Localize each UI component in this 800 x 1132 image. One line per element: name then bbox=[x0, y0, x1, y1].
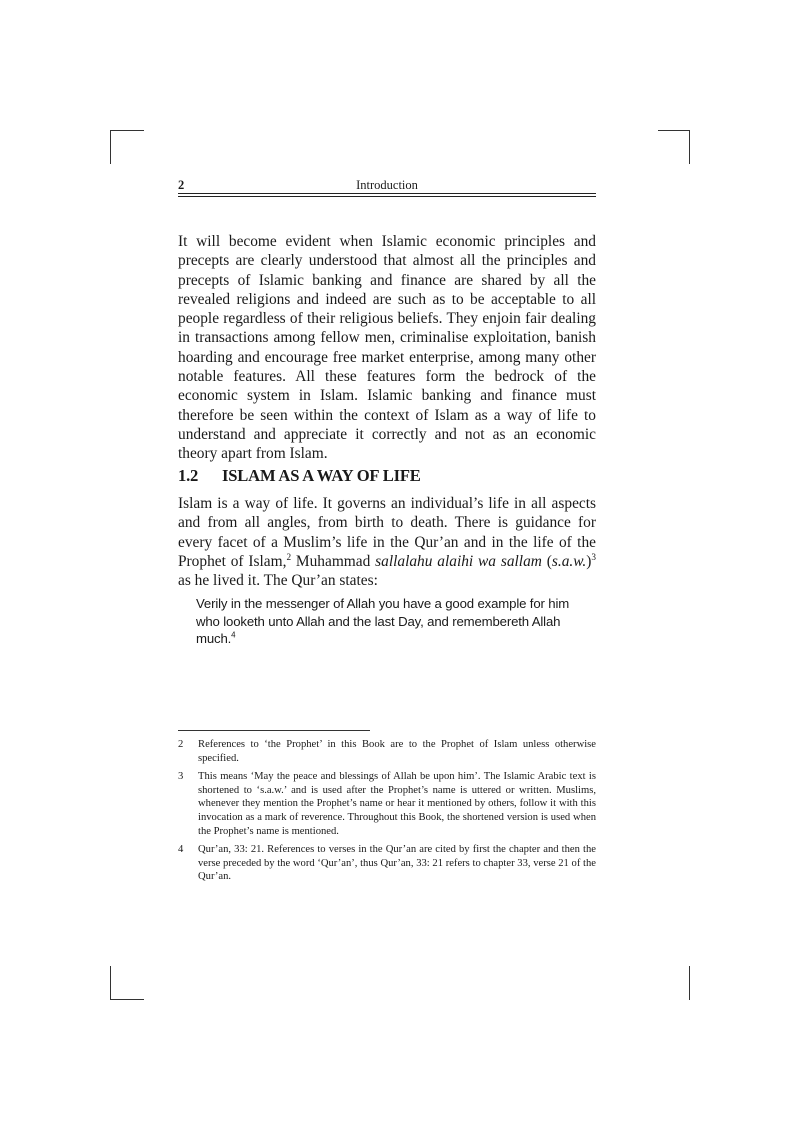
crop-mark-top-right-v bbox=[689, 130, 690, 164]
paragraph-text: ( bbox=[541, 552, 552, 570]
footnote-separator bbox=[178, 730, 370, 731]
paragraph-text: Muhammad bbox=[291, 552, 376, 570]
running-header bbox=[178, 176, 596, 194]
footnote bbox=[178, 770, 596, 838]
paragraph-text: It will become evident when Islamic economic principles and precepts are clearly understood that almost all the principles and precepts of Islamic banking and finance are shared by all the revealed religions and indeed are such as to be acceptable to all people regardless of their religious beliefs. They enjoin fair dealing in transactions among fellow men, criminalise exploitation, banish hoarding and encourage free market enterprise, among many other notable features. All these features form the bedrock of the economic system in Islam. Islamic banking and finance must therefore be seen within the context of Islam as a way of life to understand and appreciate it correctly and not as an economic theory apart from Islam. bbox=[178, 233, 596, 463]
page-number: 2 bbox=[178, 178, 185, 192]
footnote-number: 3 bbox=[178, 771, 184, 783]
crop-mark-top-left-v bbox=[110, 130, 111, 164]
footnote-ref[interactable]: 3 bbox=[591, 551, 597, 562]
header-rule-bottom bbox=[178, 196, 596, 197]
paragraph-text: as he lived it. The Qur’an states: bbox=[178, 572, 378, 590]
footnote-number: 2 bbox=[178, 739, 184, 750]
footnote bbox=[178, 843, 596, 884]
section-title: ISLAM AS A WAY OF LIFE bbox=[222, 466, 421, 485]
running-title: Introduction bbox=[356, 178, 418, 192]
footnote-text: References to ‘the Prophet’ in this Book are to the Prophet of Islam unless otherwise specified. bbox=[198, 739, 596, 764]
footnote-number: 4 bbox=[178, 844, 184, 856]
footnotes bbox=[178, 738, 596, 889]
footnote-ref[interactable]: 4 bbox=[231, 630, 236, 640]
paragraph-text: ) bbox=[586, 552, 592, 570]
paragraph-text: Islam is a way of life. It governs an individual’s life in all aspects and from all angles, from birth to death. There is guidance for every facet of a Muslim’s life in the Qur’an and in the life of the Prophet of Islam, bbox=[178, 495, 596, 570]
block-quote bbox=[196, 595, 596, 648]
footnote-text: This means ‘May the peace and blessings of Allah be upon him’. The Islamic Arabic text is shortened to ‘s.a.w.’ and is used after the Prophet’s name is uttered or written. Muslims, whenever they mention the Prophet’s name or hear it mentioned by others, follow it with this invocation as a mark of reverence. Throughout this Book, the shortened version is used when the Prophet’s name is mentioned. bbox=[198, 771, 596, 837]
crop-mark-bottom-right-v bbox=[689, 966, 690, 1000]
italic-phrase: sallalahu alaihi wa sallam bbox=[375, 552, 542, 570]
body-paragraph-2 bbox=[178, 494, 596, 590]
section-heading bbox=[178, 466, 596, 486]
footnote-text: Qur’an, 33: 21. References to verses in the Qur’an are cited by first the chapter and then the verse preceded by the word ‘Qur’an’, thus Qur’an, 33: 21 refers to chapter 33, verse 21 of the Qur’an. bbox=[198, 844, 596, 883]
italic-abbrev: s.a.w. bbox=[551, 552, 587, 570]
section-number: 1.2 bbox=[178, 466, 199, 485]
body-paragraph-1 bbox=[178, 232, 596, 464]
header-rule-top bbox=[178, 193, 596, 194]
crop-mark-bottom-left-v bbox=[110, 966, 111, 1000]
footnote bbox=[178, 738, 596, 765]
footnote-ref[interactable]: 2 bbox=[286, 551, 292, 562]
crop-mark-bottom-left-h bbox=[110, 999, 144, 1000]
quote-text: Verily in the messenger of Allah you have a good example for him who looketh unto Allah and the last Day, and remembereth Allah much. bbox=[196, 596, 570, 646]
crop-mark-top-right-h bbox=[658, 130, 690, 131]
crop-mark-top-left-h bbox=[110, 130, 144, 131]
